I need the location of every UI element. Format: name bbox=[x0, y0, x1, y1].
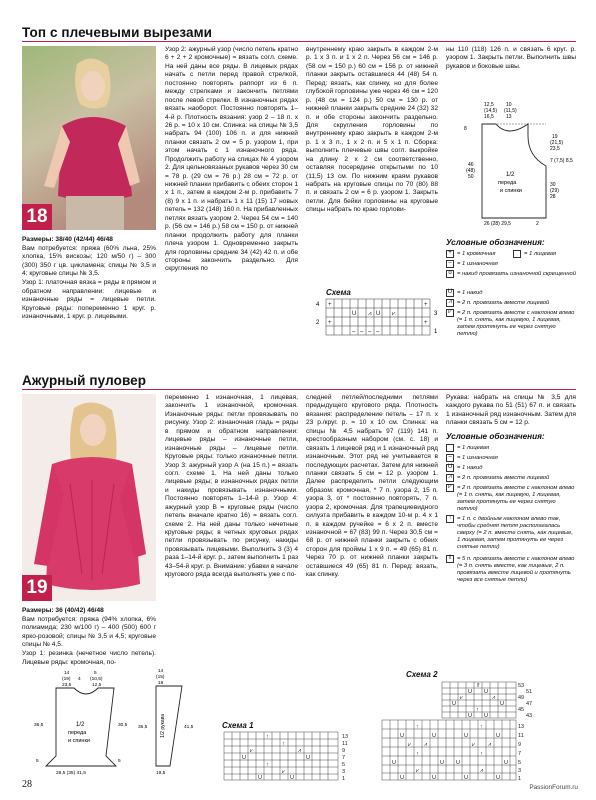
svg-text:12,5: 12,5 bbox=[484, 102, 494, 108]
schema-row-label: 11 bbox=[518, 733, 524, 739]
svg-text:5: 5 bbox=[118, 759, 121, 764]
svg-text:↑: ↑ bbox=[266, 734, 269, 740]
svg-text:⩗: ⩗ bbox=[416, 768, 420, 774]
svg-text:(10,5): (10,5) bbox=[90, 677, 103, 682]
svg-text:⩘: ⩘ bbox=[298, 748, 302, 754]
pattern1-label: 1/2 bbox=[76, 722, 85, 728]
schema-row-label: 7 bbox=[518, 751, 522, 757]
svg-text:↑: ↑ bbox=[480, 724, 483, 730]
svg-text:⩘: ⩘ bbox=[480, 768, 484, 774]
size-line: Размеры: 38/40 (42/44) 46/48 bbox=[22, 236, 113, 243]
schema-row-label: 11 bbox=[342, 741, 348, 747]
schema-row-label: 13 bbox=[342, 734, 349, 740]
project18-title: Топ с плечевыми вырезами bbox=[22, 25, 213, 40]
svg-text:U: U bbox=[464, 733, 468, 739]
schema-row-label: 45 bbox=[518, 707, 525, 713]
project19-col2: переменно 1 изнаночная, 1 лицевая, закончить 1 изнаночной, кромочная. Изнаночные ряды: петли провязывать по рисунку. Узор 2: изнаночная гладь = ряды в прямом и обратном направлении: лицевые ряды – изнаночные петли, изнаночные ряды – лицевые петли. Круговые ряды: только изнаночные петли. Узор 3: ажурный узор А (на 15 п.) = вязать согл. схеме 1. На ней даны только лицевые ряды; в изнаночных рядах петли и накиды провязывать изнаночными. Постоянно повторять 1–14-й р. Узор 4: ажурный узор В = круговые ряды (число петель вначале кратно 16) = вязать согл. схеме 2. На ней даны только нечетные круговые ряды; в четных круговых рядах петли провязывать по рисунку, накиды провязывать лицевыми. Выполнить 3 (3) 4 раза 1–14-й круг. р., затем выполнить 1 раз 43–54-й круг. р. Внимание: убавки в начале кругового ряда всегда выполнять уже с по- bbox=[165, 394, 298, 579]
size-line: Размеры: 36 (40/42) 46/48 bbox=[22, 607, 104, 614]
svg-text:⩗: ⩗ bbox=[392, 311, 396, 317]
svg-text:⩘: ⩘ bbox=[368, 311, 372, 317]
svg-text:переда: переда bbox=[498, 180, 517, 186]
schema1-title: Схема 1 bbox=[222, 721, 254, 730]
svg-text:U: U bbox=[464, 775, 468, 781]
svg-text:(21,5): (21,5) bbox=[550, 140, 564, 146]
schema-row-label: 1 bbox=[434, 329, 438, 335]
pattern2-label: 1/2 рукава bbox=[160, 713, 166, 738]
svg-text:(19): (19) bbox=[62, 677, 71, 682]
materials-paragraph: Вам потребуется: пряжа (94% хлопка, 6% полиамида; 230 м/100 г) – 400 (500) 600 г ярко-розовой; спицы № 3,5 и 4,5; круговые спицы № 4,5. bbox=[22, 615, 156, 649]
svg-text:30: 30 bbox=[550, 182, 556, 188]
schema-row-label: 53 bbox=[518, 683, 525, 689]
svg-text:↑: ↑ bbox=[416, 724, 419, 730]
svg-text:и спинки: и спинки bbox=[68, 738, 90, 744]
knit-stitch-icon bbox=[446, 444, 454, 452]
svg-text:46: 46 bbox=[468, 162, 474, 168]
svg-text:8: 8 bbox=[464, 126, 467, 132]
svg-text:41,5: 41,5 bbox=[184, 725, 194, 730]
svg-text:⩘: ⩘ bbox=[488, 742, 492, 748]
svg-text:U: U bbox=[500, 701, 504, 707]
svg-text:–: – bbox=[360, 329, 364, 335]
title-rule bbox=[22, 41, 576, 42]
svg-text:↑: ↑ bbox=[416, 751, 419, 757]
svg-text:19,5: 19,5 bbox=[156, 771, 166, 776]
title-rule bbox=[22, 389, 576, 390]
svg-text:(48): (48) bbox=[466, 168, 475, 174]
woman-in-pullover-image bbox=[22, 394, 156, 601]
schema1-grid bbox=[222, 730, 356, 782]
svg-text:⩘: ⩘ bbox=[492, 695, 496, 701]
svg-text:⩗: ⩗ bbox=[460, 695, 464, 701]
svg-text:26 (28) 29,5: 26 (28) 29,5 bbox=[484, 221, 511, 226]
svg-text:14: 14 bbox=[158, 669, 164, 674]
svg-text:U: U bbox=[452, 701, 456, 707]
svg-text:U: U bbox=[496, 775, 500, 781]
svg-text:30,5: 30,5 bbox=[118, 723, 128, 728]
project18-col3: внутреннему краю закрыть в каждом 2-м р. 1 x 3 п. и 1 x 2 п. Через 56 см = 146 р. (58 см = 150 р.) 60 см = 156 р. от нижней планки закрыть оставшиеся 44 (48) 54 п. Перед: вязать, как спинку, но для более глубокой горловины уже через 46 см = 120 р. (48 см = 124 р.) 50 см = 130 р. от нижней планки закрыть средние 24 (32) 32 п. и обе стороны закончить раздельно. Для скругления горловины по внутреннему краю закрыть в каждом 2-м р. 1 x 3 п., 1 x 2 п. и 5 x 1 п. Сборка: выполнить плечевые швы согл. выкройке на длину 2 x 2 см соответственно, оставляя посередине открытыми по 10 (11,5) 13 см. По нижним краям рукавов набрать на круговые спицы по 70 (80) 88 п. и связать 2 см = 6 р. узором 1. Закрыть петли. Для бейки горловины на круговые спицы набрать по краю горлови- bbox=[306, 46, 438, 214]
svg-text:+: + bbox=[424, 302, 428, 308]
schema-row-label: 9 bbox=[342, 748, 346, 754]
svg-text:↑: ↑ bbox=[266, 762, 269, 768]
svg-text:+: + bbox=[328, 302, 332, 308]
project19-photo bbox=[22, 394, 156, 601]
svg-text:36,5: 36,5 bbox=[138, 725, 148, 730]
svg-text:23,5: 23,5 bbox=[550, 146, 560, 152]
svg-text:⩗: ⩗ bbox=[250, 748, 254, 754]
site-watermark: PassionForum.ru bbox=[529, 783, 578, 791]
svg-text:↑: ↑ bbox=[282, 741, 285, 747]
schema-row-label: 1 bbox=[518, 776, 522, 782]
schema-row-label: 3 bbox=[518, 768, 522, 774]
svg-text:50: 50 bbox=[468, 174, 474, 180]
schema-row-label: 3 bbox=[434, 311, 438, 317]
schema2-grid bbox=[380, 680, 552, 782]
schema-row-label: 7 bbox=[342, 755, 346, 761]
project18-photo bbox=[22, 46, 156, 230]
project19-number-badge: 19 bbox=[22, 575, 52, 601]
svg-text:и спинки: и спинки bbox=[500, 188, 522, 194]
schema-row-label: 49 bbox=[518, 695, 525, 701]
project18-col2: Узор 2: ажурный узор (число петель кратно 6 + 2 + 2 кромочные) = вязать согл. схеме. На ней даны все ряды. В лицевых рядах начать с петли перед правой стрелкой, постоянно повторять раппорт из 6 п. между стрелками и закончить петлями после левой стрелки. В изнаночных рядах вязать наоборот. Постоянно повторять 1–4-й р. Плотность вязания: узор 2 – 18 п. x 26 р. = 10 x 10 см. Спинка: на спицы № 3,5 набрать 94 (100) 106 п. и для нижней планки связать 2 см = 5 р. узором 1, при этом начать с 1 изнаночного ряда. Продолжить работу на спицах № 4 узором 2. Для цельновязаных рукавов через 30 см = 78 р. (29 см = 76 р.) 28 см = 72 р. от нижней планки прибавить с обеих сторон 1 x 1 п., затем в каждом 2-м р. прибавить 7 (8) 9 x 1 п. и набрать 1 x 11 (15) 17 новых петель = 132 (148) 160 п. На прибавленных петлях вязать узором 2. Через 54 см = 140 р. (56 см = 146 р.) 58 см = 150 р. от нижней планки продолжить работу для планки плеча узором 1. Одновременно закрыть для горловины средние 34 (42) 42 п. и обе стороны закончить раздельно. Для скругления по bbox=[165, 46, 298, 273]
svg-text:10: 10 bbox=[506, 102, 512, 108]
svg-text:U: U bbox=[242, 755, 246, 761]
svg-text:(14,5): (14,5) bbox=[484, 108, 498, 114]
svg-text:U: U bbox=[400, 733, 404, 739]
svg-text:U: U bbox=[290, 775, 294, 781]
svg-text:U: U bbox=[484, 713, 488, 719]
svg-text:+: + bbox=[424, 320, 428, 326]
knit-stitch-icon bbox=[513, 250, 521, 258]
project19-col1 bbox=[22, 607, 156, 668]
project18-pattern-diagram bbox=[446, 96, 576, 226]
svg-text:U: U bbox=[484, 689, 488, 695]
svg-text:U: U bbox=[468, 713, 472, 719]
svg-text:13: 13 bbox=[506, 114, 512, 120]
project18-schema-grid bbox=[312, 297, 446, 339]
pattern1-paragraph: Узор 1: платочная вязка = ряды в прямом и обратном направлении: лицевые и изнаночные ряды = лицевые петли. Круговые ряды: попеременно 1 круг. р. изнаночными, 1 круг. р. лицевыми. bbox=[22, 279, 156, 320]
twisted-yarn-over-icon: o bbox=[446, 270, 454, 278]
svg-text:28,5 (35) 41,5: 28,5 (35) 41,5 bbox=[56, 771, 86, 776]
svg-text:5: 5 bbox=[94, 671, 97, 676]
project18-col1 bbox=[22, 236, 156, 322]
svg-text:–: – bbox=[376, 329, 380, 335]
svg-text:+: + bbox=[328, 320, 332, 326]
project19-title: Ажурный пуловер bbox=[22, 373, 147, 388]
materials-paragraph: Вам потребуется: пряжа (60% льна, 25% хлопка, 15% вискозы; 120 м/50 г) – 300 (300) 350 г цв. цикламена; спицы № 3,5 и 4; круговые спицы № 3,5. bbox=[22, 244, 156, 278]
svg-text:12,5: 12,5 bbox=[92, 683, 102, 688]
schema-row-label: 3 bbox=[342, 769, 346, 775]
schema-row-label: 1 bbox=[342, 776, 346, 782]
svg-text:2: 2 bbox=[536, 221, 539, 226]
svg-text:⩗: ⩗ bbox=[472, 742, 476, 748]
k2tog-icon: ⩘ bbox=[446, 474, 454, 482]
svg-text:↑: ↑ bbox=[476, 707, 479, 713]
project19-legend-title: Условные обозначения: bbox=[446, 432, 545, 441]
svg-text:U: U bbox=[376, 311, 381, 317]
project19-col3: следней петлей/последними петлями предыдущего кругового ряда. Плотность вязания: распределение петель – 17 п. x 23 р./круг. р. = 10 x 10 см. Спинка: на спицы № 4,5 набрать 97 (119) 141 п. крестообразным набором (см. с. 18) и связать 1 лицевой ряд и 1 изнаночный ряд изнаночным. Этот ряд не учитывается в последующих расчетах. Затем для нижней планки связать 5 см = 12 р. узором 1. Далее распределить петли следующим образом: кромочная, * 7 п. узора 2, 15 п. узора 3, от * постоянно повторять, 7 п. узора 2, кромочная. Для трапециевидного силуэта прибавить в каждом 10-м р. 4 x 1 п. в каждом ручейке = 6 x 2 п. вместе изнаночной = 67 (83) 99 п. Через 30,5 см = 68 р. от нижней планки закрыть с обеих сторон для проймы 1 x 9 п. = 49 (65) 81 п. Через 70 р. от нижней планки закрыть оставшиеся 49 (65) 81 п. Перед: вязать, как спинку. bbox=[306, 394, 438, 579]
pattern-label: 1/2 bbox=[506, 172, 515, 178]
svg-text:⩘: ⩘ bbox=[424, 742, 428, 748]
schema-row-label: 4 bbox=[316, 302, 320, 308]
svg-text:↑: ↑ bbox=[480, 751, 483, 757]
five-together-icon: ⇑ bbox=[447, 555, 453, 562]
svg-text:U: U bbox=[258, 775, 262, 781]
svg-text:U: U bbox=[392, 760, 396, 766]
svg-text:U: U bbox=[496, 733, 500, 739]
schema-row-label: 2 bbox=[316, 320, 320, 326]
svg-text:U: U bbox=[440, 760, 444, 766]
svg-text:36,5: 36,5 bbox=[34, 723, 44, 728]
schema-row-label: 51 bbox=[526, 689, 533, 695]
svg-text:⩗: ⩗ bbox=[282, 769, 286, 775]
svg-text:U: U bbox=[432, 775, 436, 781]
svg-text:–: – bbox=[352, 329, 356, 335]
woman-in-top-image bbox=[22, 46, 156, 230]
schema-row-label: 5 bbox=[518, 760, 522, 766]
k2tog-icon: ⩘ bbox=[446, 299, 454, 307]
schema-row-label: 5 bbox=[342, 762, 346, 768]
svg-text:16: 16 bbox=[158, 681, 164, 686]
ssk-icon: ⩗ bbox=[446, 309, 454, 317]
svg-text:переда: переда bbox=[68, 730, 87, 736]
svg-text:–: – bbox=[368, 329, 372, 335]
ssk-icon: ⩗ bbox=[446, 484, 454, 492]
double-decrease-icon: ↑ bbox=[446, 515, 454, 523]
svg-text:U: U bbox=[306, 755, 310, 761]
purl-stitch-icon: – bbox=[446, 454, 454, 462]
svg-text:5: 5 bbox=[36, 759, 39, 764]
project19-col4: Рукава: набрать на спицы № 3,5 для каждого рукава по 51 (51) 67 п. и связать 1 изнаночный ряд изнаночным. Затем для планки связать 5 см = 12 р. bbox=[446, 394, 576, 427]
svg-text:U: U bbox=[400, 775, 404, 781]
pattern1-paragraph: Узор 1: резинка (нечетное число петель). Лицевые ряды: кромочная, по- bbox=[22, 650, 156, 666]
svg-text:U: U bbox=[456, 760, 460, 766]
svg-text:⩗: ⩗ bbox=[408, 742, 412, 748]
svg-text:⇑: ⇑ bbox=[476, 683, 481, 689]
project18-col4: ны 110 (118) 126 п. и связать 6 круг. р. узором 1. Закрыть петли. Выполнить швы рукавов и боковые швы. bbox=[446, 46, 576, 70]
purl-stitch-icon: – bbox=[446, 260, 454, 268]
schema-row-label: 9 bbox=[518, 742, 522, 748]
yarn-over-icon: U bbox=[447, 289, 453, 296]
schema-row-label: 43 bbox=[526, 713, 533, 719]
svg-text:7 (7,5) 8,5: 7 (7,5) 8,5 bbox=[550, 158, 573, 164]
svg-text:(29): (29) bbox=[550, 188, 559, 194]
svg-text:16,5: 16,5 bbox=[484, 114, 494, 120]
svg-text:4: 4 bbox=[78, 677, 81, 682]
schema2-title: Схема 2 bbox=[406, 670, 438, 679]
svg-text:U: U bbox=[432, 733, 436, 739]
svg-text:(11,5): (11,5) bbox=[504, 108, 517, 114]
svg-text:28: 28 bbox=[550, 194, 556, 200]
svg-text:(15): (15) bbox=[156, 675, 165, 680]
svg-text:14: 14 bbox=[64, 671, 70, 676]
schema-row-label: 13 bbox=[518, 724, 525, 730]
svg-text:23,5: 23,5 bbox=[62, 683, 72, 688]
yarn-over-icon: U bbox=[447, 464, 453, 471]
schema-row-label: 47 bbox=[526, 701, 533, 707]
svg-text:U: U bbox=[352, 311, 357, 317]
project18-number-badge: 18 bbox=[22, 204, 52, 230]
project18-legend-title: Условные обозначения: bbox=[446, 238, 545, 247]
svg-text:U: U bbox=[468, 689, 472, 695]
page-number: 28 bbox=[22, 779, 32, 791]
svg-text:U: U bbox=[504, 760, 508, 766]
project19-pattern-diagrams bbox=[22, 668, 202, 780]
project18-schema-title: Схема bbox=[326, 288, 351, 297]
svg-text:19: 19 bbox=[552, 134, 558, 140]
edge-stitch-icon: + bbox=[446, 250, 454, 258]
